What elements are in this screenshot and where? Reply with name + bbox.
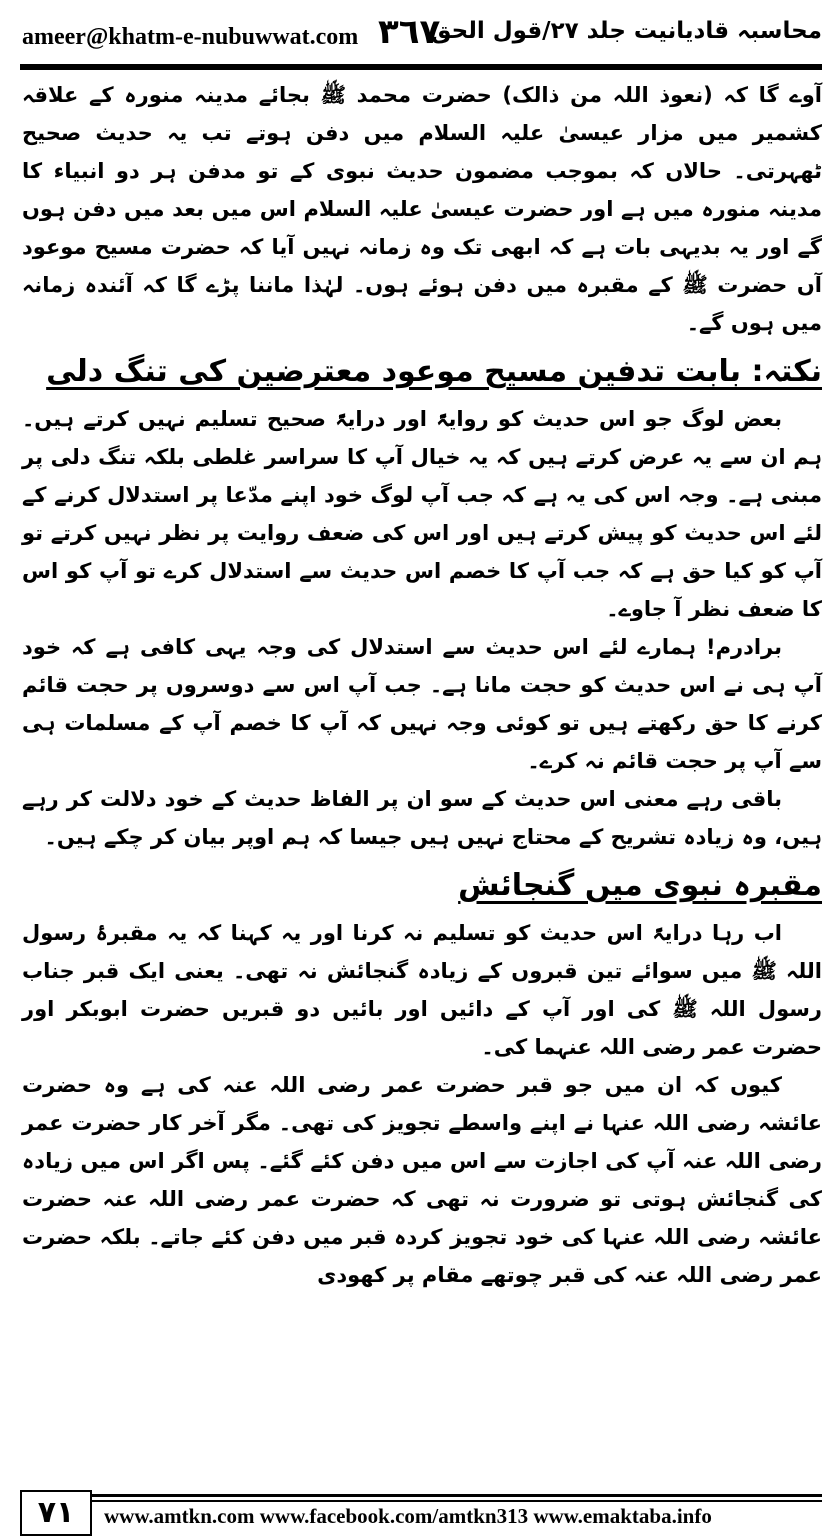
paragraph-1: آوے گا کہ (نعوذ اللہ من ذالک) حضرت محمد ﷺ بجائے مدینہ منورہ کے علاقہ کشمیر میں مزار عیسیٰ علیہ السلام میں دفن ہوتے تب یہ حدیث صحیح ٹھہرتی۔ حالاں کہ بموجب مضمون حدیث نبوی کے تو مدفن ہر دو انبیاء کا مدینہ منورہ میں ہے اور حضرت عیسیٰ علیہ السلام اس میں بعد میں دفن ہوں گے اور یہ بدیہی بات ہے کہ ابھی تک وہ زمانہ نہیں آیا کہ حضرت مسیح موعود آں حضرت ﷺ کے مقبرہ میں دفن ہوئے ہوں۔ لہٰذا ماننا پڑے گا کہ آئندہ زمانہ میں ہوں گے۔ xyxy=(22,83,822,335)
page-body xyxy=(22,76,822,1294)
paragraph-5: اب رہا درایۃً اس حدیث کو تسلیم نہ کرنا اور یہ کہنا کہ یہ مقبرۂ رسول اللہ ﷺ میں سوائے تین قبروں کے زیادہ گنجائش نہ تھی۔ یعنی ایک قبر جناب رسول اللہ ﷺ کی اور آپ کے دائیں اور بائیں دو قبریں حضرت ابوبکر اور حضرت عمر رضی اللہ عنہما کی۔ xyxy=(22,921,822,1059)
footer-links[interactable]: www.amtkn.com www.facebook.com/amtkn313 www.emaktaba.info xyxy=(104,1504,712,1528)
header-rule xyxy=(20,64,822,70)
paragraph-3: برادرم! ہمارے لئے اس حدیث سے استدلال کی وجہ یہی کافی ہے کہ خود آپ ہی نے اس حدیث کو حجت مانا ہے۔ جب آپ اس سے دوسروں پر حجت قائم کرنے کا حق رکھتے ہیں تو کوئی وجہ نہیں کہ آپ کا خصم آپ کے مسلمات ہی سے آپ پر حجت قائم نہ کرے۔ xyxy=(22,635,822,773)
page-footer xyxy=(0,1488,840,1540)
section-heading-1: نکتہ: بابت تدفین مسیح موعود معترضین کی تنگ دلی xyxy=(46,354,822,389)
paragraph-4: باقی رہے معنی اس حدیث کے سو ان پر الفاظ حدیث کے خود دلالت کر رہے ہیں، وہ زیادہ تشریح کے محتاج نہیں ہیں جیسا کہ ہم اوپر بیان کر چکے ہیں۔ xyxy=(22,787,822,849)
header-book-title: محاسبہ قادیانیت جلد ۲۷/قول الحق xyxy=(430,18,822,44)
section-heading-2: مقبرہ نبوی میں گنجائش xyxy=(458,868,822,903)
footer-rule xyxy=(20,1494,822,1497)
paragraph-2: بعض لوگ جو اس حدیث کو روایۃً اور درایۃً صحیح تسلیم نہیں کرتے ہیں۔ ہم ان سے یہ عرض کرتے ہیں کہ یہ خیال آپ کا سراسر غلطی بلکہ تنگ دلی پر مبنی ہے۔ وجہ اس کی یہ ہے کہ جب آپ لوگ خود اپنے مدّعا پر استدلال کرنے کے لئے اس حدیث کو پیش کرتے ہیں اور اس کی ضعف روایت پر نظر نہیں کرتے تو آپ کو کیا حق ہے کہ جب آپ کا خصم اس حدیث سے استدلال کرے تو آپ کو اس کا ضعف نظر آ جاوے۔ xyxy=(22,407,822,621)
footer-rule-thin xyxy=(20,1500,822,1502)
footer-page-number: ۷۱ xyxy=(20,1490,92,1536)
paragraph-6: کیوں کہ ان میں جو قبر حضرت عمر رضی اللہ عنہ کی ہے وہ حضرت عائشہ رضی اللہ عنہا نے اپنے واسطے تجویز کی تھی۔ مگر آخر کار حضرت عمر رضی اللہ عنہ آپ کی اجازت سے اس میں دفن کئے گئے۔ پس اگر اس میں زیادہ کی گنجائش ہوتی تو ضرورت نہ تھی کہ حضرت عمر رضی اللہ عنہ حضرت عائشہ رضی اللہ عنہا کی خود تجویز کردہ قبر میں دفن کئے جاتے۔ بلکہ حضرت عمر رضی اللہ عنہ کی قبر چوتھے مقام پر کھودی xyxy=(22,1073,822,1287)
page-header xyxy=(0,0,840,70)
header-page-number: ٣٦٧ xyxy=(378,12,441,52)
header-email: ameer@khatm-e-nubuwwat.com xyxy=(22,24,359,50)
